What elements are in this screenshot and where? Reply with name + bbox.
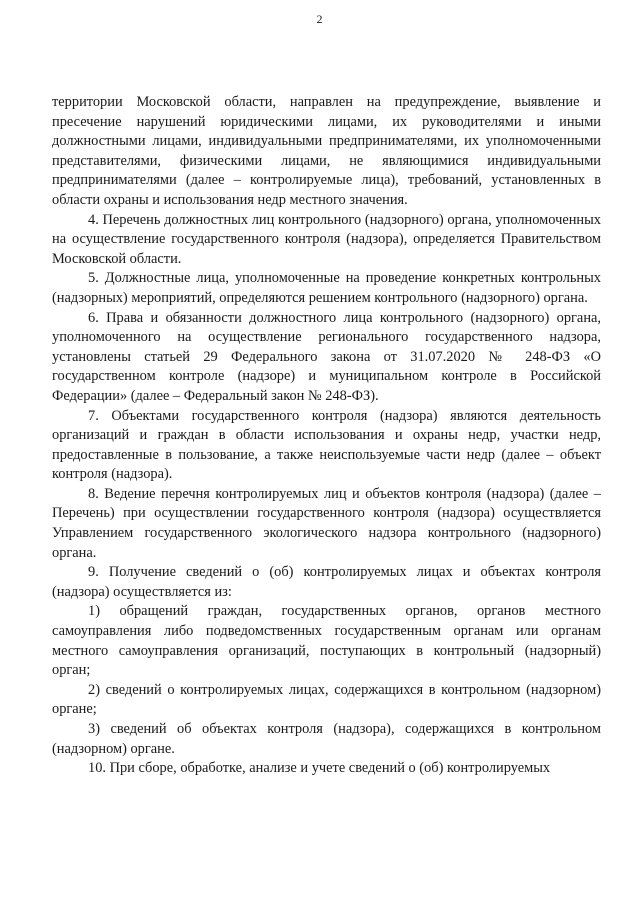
paragraph-item-6: 6. Права и обязанности должностного лица контрольного (надзорного) органа, уполномоченного на осуществление регионального государственного надзора, установлены статьей 29 Федерального закона от 31.07.2020 № 248-ФЗ «О государственном контроле (надзоре) и муниципальном контроле в Российской Федерации» (далее – Федеральный закон № 248-ФЗ). xyxy=(52,309,601,404)
paragraph-item-5: 5. Должностные лица, уполномоченные на проведение конкретных контрольных (надзорных) мероприятий, определяются решением контрольного (надзорного) органа. xyxy=(52,270,601,306)
page-number: 2 xyxy=(316,12,323,26)
paragraph-item-9-1: 1) обращений граждан, государственных органов, органов местного самоуправления либо подведомственных государственным органам или органам местного самоуправления организаций, поступающих в контрольный (надзорный) орган; xyxy=(52,603,601,679)
paragraph-item-8: 8. Ведение перечня контролируемых лиц и объектов контроля (надзора) (далее – Перечень) при осуществлении государственного контроля (надзора) осуществляется Управлением государственного экологического надзора контрольного (надзорного) органа. xyxy=(52,485,601,561)
paragraph-item-10: 10. При сборе, обработке, анализе и учете сведений о (об) контролируемых xyxy=(88,760,551,777)
paragraph-item-9: 9. Получение сведений о (об) контролируемых лицах и объектах контроля (надзора) осуществляется из: xyxy=(52,564,601,600)
paragraph-item-9-2: 2) сведений о контролируемых лицах, содержащихся в контрольном (надзорном) органе; xyxy=(52,681,601,718)
document-body xyxy=(52,93,601,779)
paragraph-continuation: территории Московской области, направлен на предупреждение, выявление и пресечение нарушений юридическими лицами, их руководителями и иными должностными лицами, индивидуальными предпринимателями, их уполномоченными представителями, физическими лицами, не являющимися индивидуальными предпринимателями (далее – контролируемые лица), требований, установленных в области охраны и использования недр местного значения. xyxy=(52,94,601,208)
paragraph-item-7: 7. Объектами государственного контроля (надзора) являются деятельность организаций и граждан в области использования и охраны недр, участки недр, предоставленные в пользование, а также неиспользуемые части недр (далее – объект контроля (надзора). xyxy=(52,407,601,483)
paragraph-item-4: 4. Перечень должностных лиц контрольного (надзорного) органа, уполномоченных на осуществление государственного контроля (надзора), определяется Правительством Московской области. xyxy=(52,211,601,267)
paragraph-item-9-3: 3) сведений об объектах контроля (надзора), содержащихся в контрольном (надзорном) органе. xyxy=(52,721,601,757)
